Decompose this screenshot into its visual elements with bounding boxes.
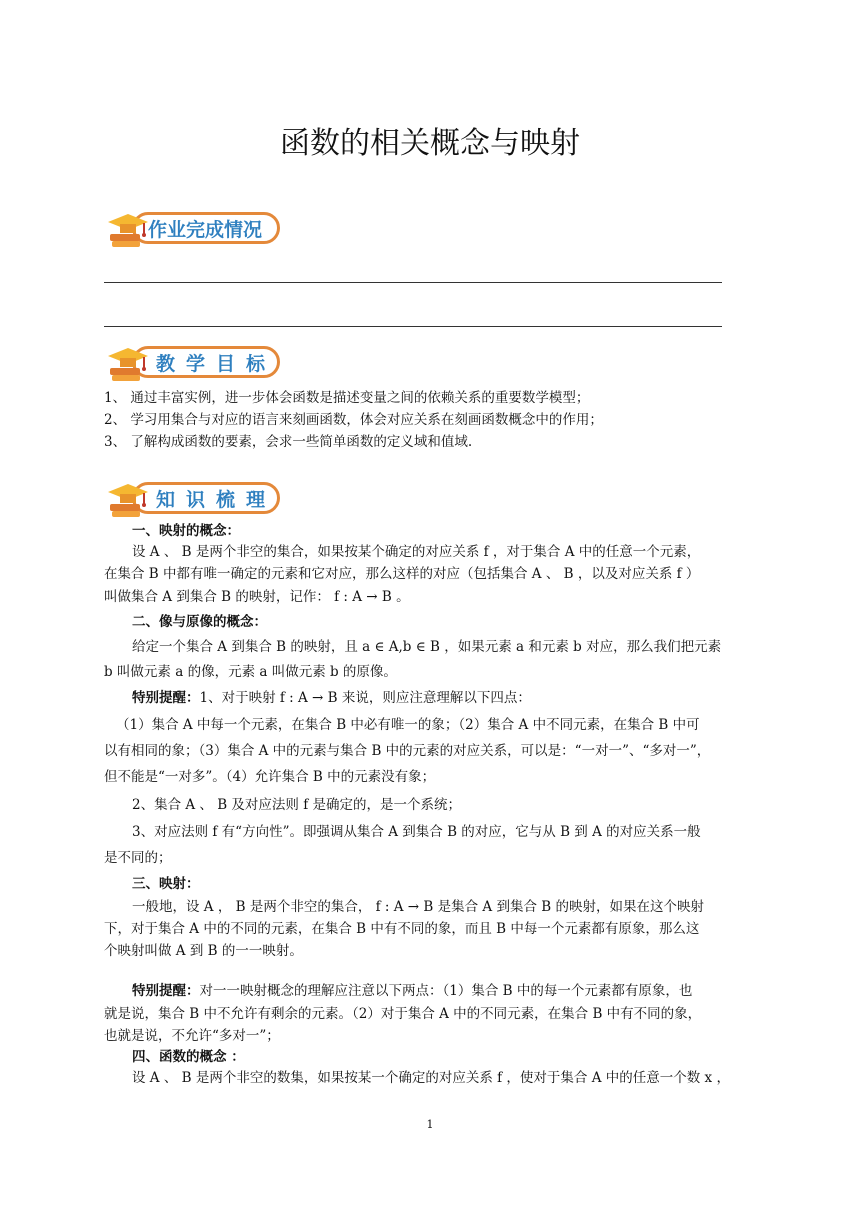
paragraph-line: 2、集合 A 、 B 及对应法则 f 是确定的，是一个系统； [132,797,462,813]
graduation-cap-books-icon [106,342,150,386]
section-heading: 三、映射： [132,876,200,892]
paragraph-line: 设 A 、 B 是两个非空的数集，如果按某一个确定的对应关系 f ，使对于集合 A 中的任意一个数 x ， [132,1070,730,1086]
paragraph-line: 下，对于集合 A 中的不同的元素，在集合 B 中有不同的象，而且 B 中每一个元素都有原象，那么这 [104,921,700,937]
section-banner-goals [106,342,284,386]
page-number: 1 [426,1118,434,1131]
banner-label: 作业完成情况 [148,219,263,241]
graduation-cap-books-icon [106,478,150,522]
banner-label: 知识梳理 [156,489,277,511]
goal-item: 1、 通过丰富实例，进一步体会函数是描述变量之间的依赖关系的重要数学模型； [104,390,590,406]
page-title: 函数的相关概念与映射 [280,126,580,161]
paragraph-line: 也就是说，不允许“多对一”； [104,1028,280,1044]
paragraph-line: 叫做集合 A 到集合 B 的映射，记作： f : A → B 。 [104,589,410,605]
answer-line [104,282,722,283]
graduation-cap-books-icon [106,208,150,252]
tip-line [132,688,531,708]
paragraph-line: b 叫做元素 a 的像，元素 a 叫做元素 b 的原像。 [104,664,397,680]
tip-line [132,981,692,1001]
paragraph-line: 3、对应法则 f 有“方向性”。即强调从集合 A 到集合 B 的对应，它与从 B 到 A 的对应关系一般 [132,824,701,840]
tip-text: 对一一映射概念的理解应注意以下两点：（1）集合 B 中的每一个元素都有原象，也 [199,983,693,999]
paragraph-line: （1）集合 A 中每一个元素，在集合 B 中必有唯一的象；（2）集合 A 中不同元素，在集合 B 中可 [116,717,700,733]
section-heading: 二、像与原像的概念： [132,614,267,630]
paragraph-line: 给定一个集合 A 到集合 B 的映射，且 a ∈ A,b ∈ B ，如果元素 a 和元素 b 对应，那么我们把元素 [132,639,722,655]
paragraph-line: 就是说，集合 B 中不允许有剩余的元素。（2）对于集合 A 中的不同元素，在集合 B 中有不同的象， [104,1006,702,1022]
tip-text: 1、对于映射 f : A → B 来说，则应注意理解以下四点： [199,690,531,706]
paragraph-line: 以有相同的象；（3）集合 A 中的元素与集合 B 中的元素的对应关系，可以是：“一对一”、“多对一”， [104,743,711,759]
goal-item: 3、 了解构成函数的要素，会求一些简单函数的定义域和值域. [104,434,473,450]
section-heading: 四、函数的概念 ： [132,1049,245,1065]
tip-label: 特别提醒： [132,983,200,999]
paragraph-line: 是不同的； [104,850,172,866]
goal-item: 2、 学习用集合与对应的语言来刻画函数，体会对应关系在刻画函数概念中的作用； [104,412,603,428]
tip-label: 特别提醒： [132,690,200,706]
answer-line [104,326,722,327]
section-banner-knowledge [106,478,284,522]
paragraph-line: 设 A 、 B 是两个非空的集合，如果按某个确定的对应关系 f ，对于集合 A 中的任意一个元素， [132,544,701,560]
paragraph-line: 一般地，设 A ， B 是两个非空的集合， f : A → B 是集合 A 到集合 B 的映射，如果在这个映射 [132,899,704,915]
paragraph-line: 但不能是“一对多”。（4）允许集合 B 中的元素没有象； [104,769,436,785]
paragraph-line: 在集合 B 中都有唯一确定的元素和它对应，那么这样的对应（包括集合 A 、 B ，以及对应关系 f ） [104,566,700,582]
banner-label: 教学目标 [156,353,277,375]
section-banner-homework [106,208,284,252]
paragraph-line: 个映射叫做 A 到 B 的一一映射。 [104,943,303,959]
section-heading: 一、映射的概念： [132,523,240,539]
